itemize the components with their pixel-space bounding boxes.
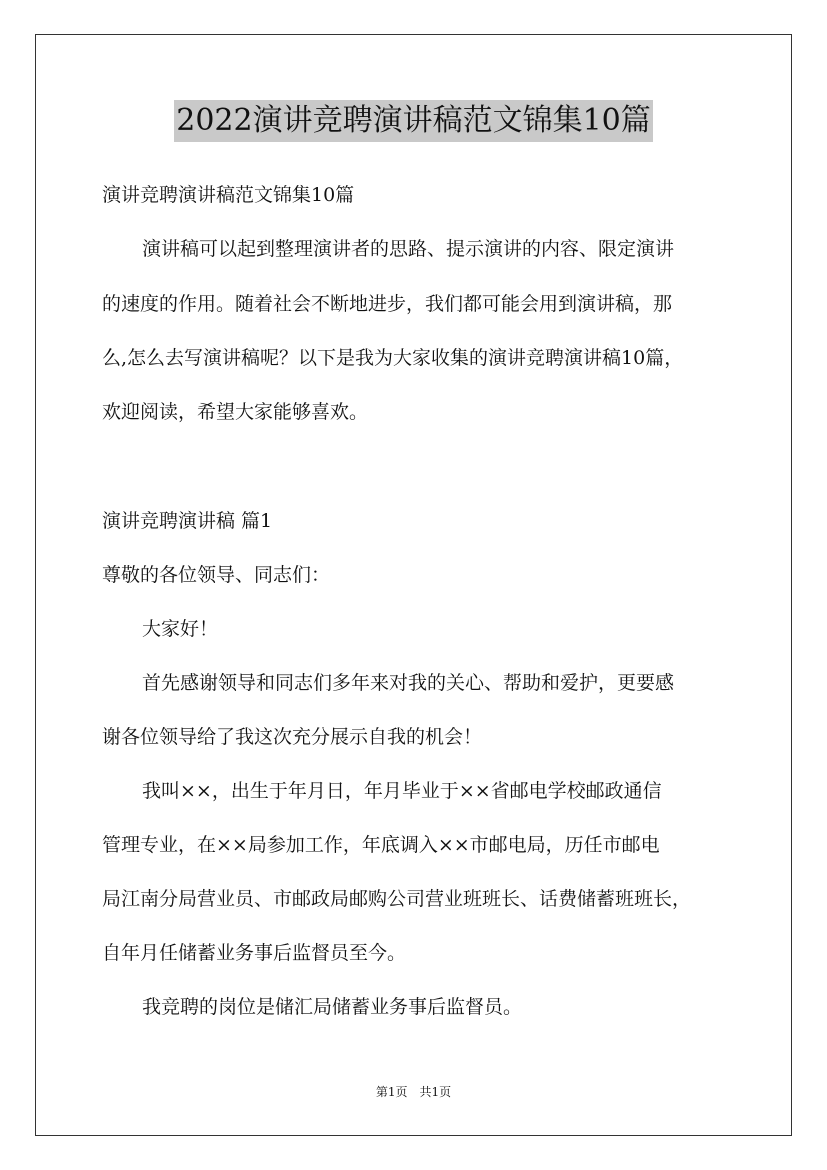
intro-line: 欢迎阅读，希望大家能够喜欢。	[102, 401, 369, 423]
section-heading: 演讲竞聘演讲稿 篇1	[102, 510, 273, 532]
body-line: 谢各位领导给了我这次充分展示自我的机会！	[102, 726, 483, 748]
intro-line: 么,怎么去写演讲稿呢？以下是我为大家收集的演讲竞聘演讲稿10篇，	[102, 347, 684, 369]
body-line: 自年月任储蓄业务事后监督员至今。	[102, 942, 407, 964]
salutation: 尊敬的各位领导、同志们：	[102, 564, 331, 586]
intro-line: 的速度的作用。随着社会不断地进步，我们都可能会用到演讲稿，那	[102, 293, 673, 315]
document-subtitle: 演讲竞聘演讲稿范文锦集10篇	[102, 184, 355, 206]
page-number-footer: 第1页 共1页	[375, 1085, 452, 1099]
body-line: 首先感谢领导和同志们多年来对我的关心、帮助和爱护，更要感	[142, 672, 675, 694]
intro-line: 演讲稿可以起到整理演讲者的思路、提示演讲的内容、限定演讲	[142, 238, 675, 260]
body-line: 管理专业，在××局参加工作，年底调入××市邮电局，历任市邮电	[102, 834, 660, 856]
greeting: 大家好！	[142, 618, 219, 640]
title-container	[0, 100, 827, 142]
body-line: 我叫××，出生于年月日，年月毕业于××省邮电学校邮政通信	[142, 780, 662, 802]
body-line: 局江南分局营业员、市邮政局邮购公司营业班班长、话费储蓄班班长，	[102, 888, 692, 910]
document-title: 2022演讲竞聘演讲稿范文锦集10篇	[174, 100, 653, 142]
body-line: 我竞聘的岗位是储汇局储蓄业务事后监督员。	[142, 996, 523, 1018]
